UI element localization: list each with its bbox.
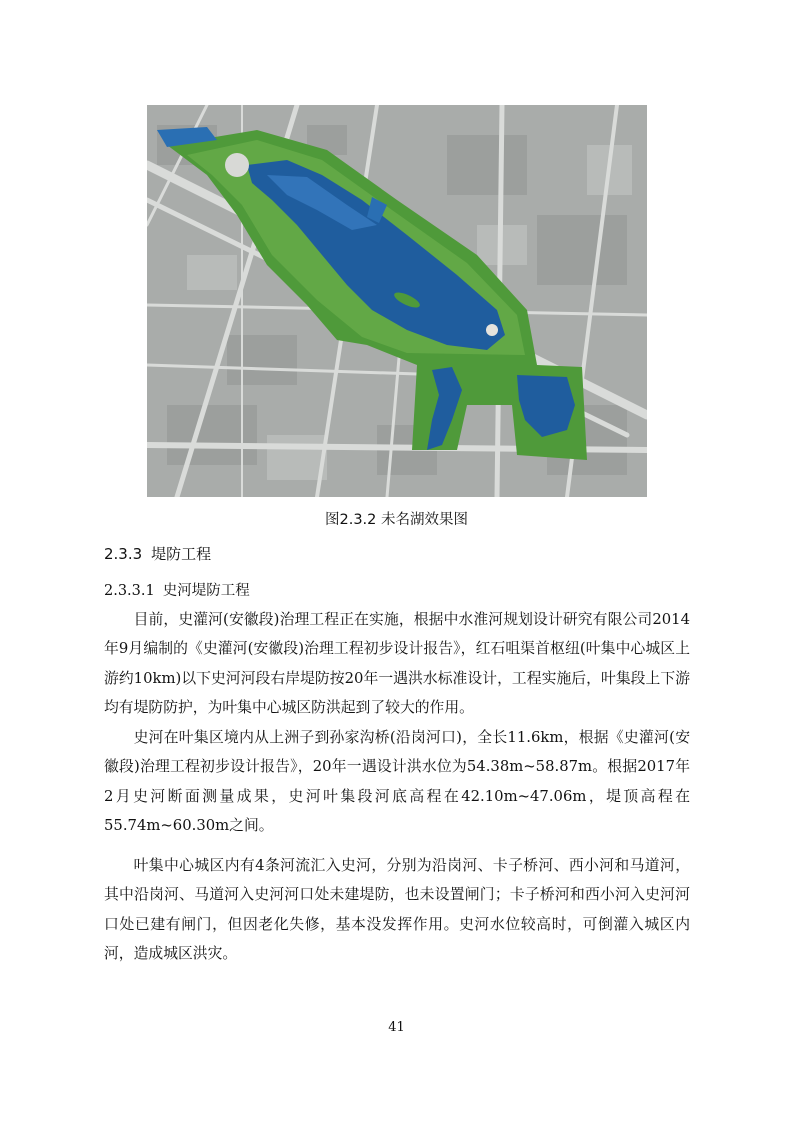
section-heading bbox=[104, 543, 211, 564]
lake-plan-image bbox=[147, 105, 647, 497]
section-number: 2.3.3 bbox=[104, 545, 143, 563]
lake-rendering-figure bbox=[147, 105, 647, 497]
paragraph-3: 叶集中心城区内有4条河流汇入史河，分别为沿岗河、卡子桥河、西小河和马道河，其中沿岗河、马道河入史河河口处未建堤防，也未设置闸门；卡子桥河和西小河入史河河口处已建有闸门，但因老化失修，基本没发挥作用。史河水位较高时，可倒灌入城区内河，造成城区洪灾。 bbox=[104, 857, 690, 962]
figure-caption bbox=[0, 508, 793, 529]
subsection-heading bbox=[104, 579, 250, 600]
page-number: 41 bbox=[388, 1020, 405, 1035]
figure-caption-number: 图2.3.2 bbox=[324, 512, 377, 528]
paragraph-1: 目前，史灌河(安徽段)治理工程正在实施，根据中水淮河规划设计研究有限公司2014年9月编制的《史灌河(安徽段)治理工程初步设计报告》，红石咀渠首枢纽(叶集中心城区上游约10km)以下史河河段右岸堤防按20年一遇洪水标准设计，工程实施后，叶集段上下游均有堤防防护，为叶集中心城区防洪起到了较大的作用。 bbox=[104, 611, 690, 716]
subsection-title: 史河堤防工程 bbox=[162, 583, 250, 599]
paragraph-2: 史河在叶集区境内从上洲子到孙家沟桥(沿岗河口)，全长11.6km，根据《史灌河(安徽段)治理工程初步设计报告》，20年一遇设计洪水位为54.38m~58.87m。根据2017年2月史河断面测量成果，史河叶集段河底高程在42.10m~47.06m，堤顶高程在55.74m~60.30m之间。 bbox=[104, 729, 690, 834]
figure-caption-title: 未名湖效果图 bbox=[381, 512, 468, 528]
section-title: 堤防工程 bbox=[151, 545, 212, 563]
subsection-number: 2.3.3.1 bbox=[104, 583, 155, 599]
